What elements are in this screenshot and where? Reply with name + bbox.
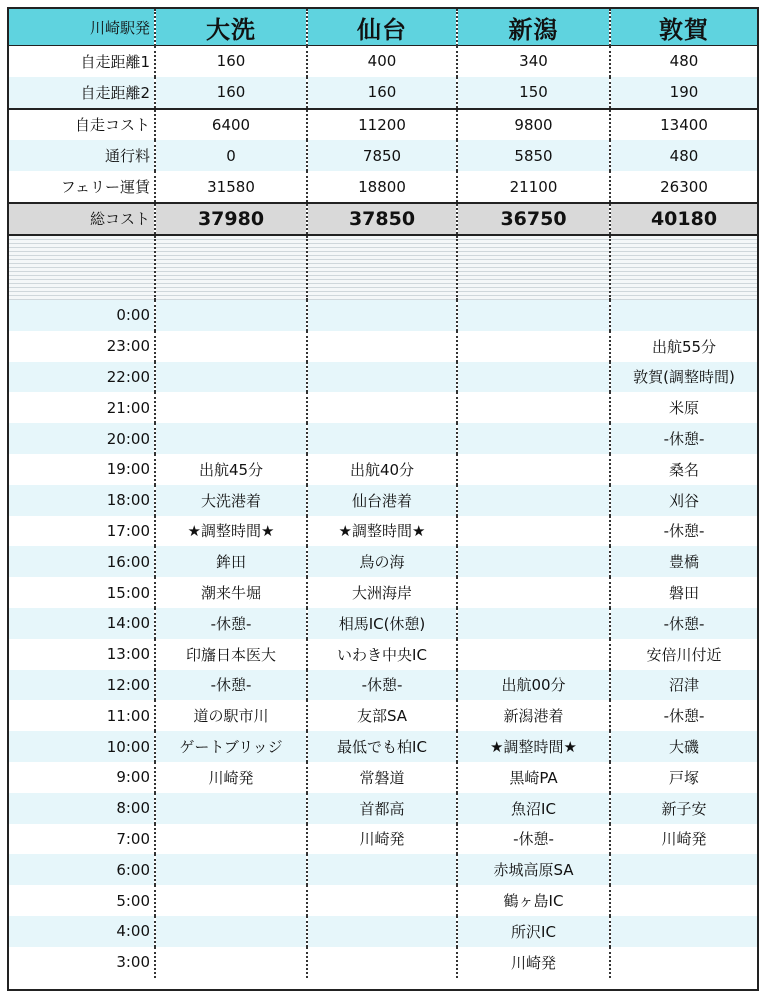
schedule-row [9,824,757,855]
schedule-cell [457,423,610,454]
schedule-cell [155,916,307,947]
schedule-cell: 潮来牛堀 [155,577,307,608]
metric-row [9,140,757,171]
time-label: 20:00 [9,423,155,454]
schedule-cell [155,854,307,885]
schedule-cell [457,639,610,670]
city-niigata: 新潟 [457,9,610,46]
schedule-cell: 印旛日本医大 [155,639,307,670]
schedule-cell: 大洗港着 [155,485,307,516]
time-label: 12:00 [9,670,155,701]
schedule-row [9,700,757,731]
schedule-cell: ★調整時間★ [457,731,610,762]
time-label: 23:00 [9,331,155,362]
time-label: 10:00 [9,731,155,762]
schedule-cell [457,362,610,393]
time-label: 6:00 [9,854,155,885]
time-label: 3:00 [9,947,155,978]
schedule-cell [457,577,610,608]
metric-value: 160 [155,46,307,77]
schedule-cell: 敦賀(調整時間) [610,362,757,393]
schedule-cell [307,885,457,916]
schedule-row [9,516,757,547]
schedule-cell [457,392,610,423]
schedule-cell: 出航40分 [307,454,457,485]
metric-value: 21100 [457,171,610,203]
metric-value: 6400 [155,109,307,141]
schedule-cell: 首都高 [307,793,457,824]
time-label: 7:00 [9,824,155,855]
schedule-cell: -休憩- [610,516,757,547]
schedule-cell [457,546,610,577]
schedule-cell [155,793,307,824]
schedule-cell [610,947,757,978]
schedule-cell: ゲートブリッジ [155,731,307,762]
schedule-cell: -休憩- [610,700,757,731]
schedule-cell: 桑名 [610,454,757,485]
schedule-cell: 出航45分 [155,454,307,485]
metric-value: 26300 [610,171,757,203]
time-label: 8:00 [9,793,155,824]
schedule-cell [457,516,610,547]
schedule-cell [457,608,610,639]
metric-value: 190 [610,77,757,109]
metric-value: 480 [610,46,757,77]
metric-label: フェリー運賃 [9,171,155,203]
schedule-cell [457,485,610,516]
schedule-cell [155,885,307,916]
time-label: 16:00 [9,546,155,577]
metric-row [9,109,757,141]
schedule-cell: 出航55分 [610,331,757,362]
metric-row [9,171,757,203]
schedule-cell: -休憩- [610,423,757,454]
schedule-row [9,546,757,577]
metric-value: 160 [155,77,307,109]
schedule-row [9,916,757,947]
total-value: 37850 [307,203,457,235]
schedule-cell [155,423,307,454]
schedule-cell [307,423,457,454]
city-tsuruga: 敦賀 [610,9,757,46]
metric-value: 340 [457,46,610,77]
metric-value: 7850 [307,140,457,171]
schedule-cell [155,947,307,978]
schedule-cell [307,362,457,393]
metric-value: 9800 [457,109,610,141]
metric-value: 160 [307,77,457,109]
schedule-cell: -休憩- [307,670,457,701]
total-value: 36750 [457,203,610,235]
schedule-cell: 道の駅市川 [155,700,307,731]
time-label: 17:00 [9,516,155,547]
schedule-cell [610,916,757,947]
schedule-cell [307,300,457,331]
schedule-row [9,392,757,423]
schedule-cell [610,854,757,885]
schedule-cell: 大磯 [610,731,757,762]
time-label: 9:00 [9,762,155,793]
schedule-cell [307,947,457,978]
time-label: 21:00 [9,392,155,423]
schedule-cell [610,885,757,916]
schedule-cell [457,331,610,362]
metric-row [9,46,757,77]
schedule-row [9,885,757,916]
schedule-row [9,485,757,516]
schedule-cell: 大洲海岸 [307,577,457,608]
schedule-row [9,362,757,393]
schedule-cell: 川崎発 [457,947,610,978]
time-label: 5:00 [9,885,155,916]
time-label: 19:00 [9,454,155,485]
metric-value: 150 [457,77,610,109]
time-label: 0:00 [9,300,155,331]
schedule-cell: 魚沼IC [457,793,610,824]
schedule-cell: 常磐道 [307,762,457,793]
time-label: 11:00 [9,700,155,731]
schedule-cell: -休憩- [155,670,307,701]
metric-value: 400 [307,46,457,77]
schedule-row [9,577,757,608]
schedule-cell [457,300,610,331]
city-sendai: 仙台 [307,9,457,46]
schedule-cell: -休憩- [155,608,307,639]
schedule-cell: -休憩- [457,824,610,855]
total-value: 37980 [155,203,307,235]
metric-value: 18800 [307,171,457,203]
schedule-cell: ★調整時間★ [155,516,307,547]
schedule-cell: 刈谷 [610,485,757,516]
comparison-table [9,9,757,978]
schedule-cell: 安倍川付近 [610,639,757,670]
schedule-cell [155,824,307,855]
time-label: 13:00 [9,639,155,670]
schedule-cell: 友部SA [307,700,457,731]
schedule-row [9,854,757,885]
schedule-cell: 鳥の海 [307,546,457,577]
schedule-row [9,670,757,701]
schedule-cell: 新子安 [610,793,757,824]
corner-label: 川崎駅発 [9,9,155,46]
schedule-cell: 川崎発 [155,762,307,793]
metric-value: 480 [610,140,757,171]
schedule-cell [307,392,457,423]
schedule-cell [155,300,307,331]
time-label: 22:00 [9,362,155,393]
schedule-cell [155,392,307,423]
schedule-cell: 豊橋 [610,546,757,577]
schedule-cell [457,454,610,485]
schedule-cell: 磐田 [610,577,757,608]
metric-label: 通行料 [9,140,155,171]
metric-value: 5850 [457,140,610,171]
metric-value: 31580 [155,171,307,203]
schedule-row [9,454,757,485]
time-label: 15:00 [9,577,155,608]
schedule-cell: ★調整時間★ [307,516,457,547]
schedule-row [9,423,757,454]
schedule-cell: -休憩- [610,608,757,639]
route-cost-sheet [7,7,759,991]
metric-label: 自走距離2 [9,77,155,109]
schedule-cell: 赤城高原SA [457,854,610,885]
city-oarai: 大洗 [155,9,307,46]
schedule-cell [155,362,307,393]
time-label: 18:00 [9,485,155,516]
total-label: 総コスト [9,203,155,235]
schedule-cell: 出航00分 [457,670,610,701]
schedule-cell: 所沢IC [457,916,610,947]
schedule-cell: 黒崎PA [457,762,610,793]
metric-value: 11200 [307,109,457,141]
time-label: 4:00 [9,916,155,947]
schedule-cell: 鶴ヶ島IC [457,885,610,916]
metric-row [9,77,757,109]
schedule-cell: 鉾田 [155,546,307,577]
schedule-row [9,608,757,639]
time-label: 14:00 [9,608,155,639]
total-row [9,203,757,235]
schedule-row [9,331,757,362]
schedule-cell: 新潟港着 [457,700,610,731]
schedule-row [9,639,757,670]
schedule-row [9,731,757,762]
schedule-cell: 川崎発 [307,824,457,855]
schedule-cell [610,300,757,331]
schedule-cell [155,331,307,362]
schedule-row [9,762,757,793]
hidden-rows-band [9,235,757,300]
schedule-cell: 仙台港着 [307,485,457,516]
schedule-cell: 戸塚 [610,762,757,793]
schedule-cell: 最低でも柏IC [307,731,457,762]
schedule-cell [307,854,457,885]
total-value: 40180 [610,203,757,235]
metric-value: 13400 [610,109,757,141]
schedule-cell [307,331,457,362]
schedule-cell: 相馬IC(休憩) [307,608,457,639]
schedule-cell: いわき中央IC [307,639,457,670]
schedule-cell: 沼津 [610,670,757,701]
metric-label: 自走コスト [9,109,155,141]
schedule-cell: 米原 [610,392,757,423]
schedule-row [9,947,757,978]
schedule-cell [307,916,457,947]
metric-label: 自走距離1 [9,46,155,77]
schedule-row [9,300,757,331]
schedule-cell: 川崎発 [610,824,757,855]
metric-value: 0 [155,140,307,171]
schedule-row [9,793,757,824]
header-row [9,9,757,46]
